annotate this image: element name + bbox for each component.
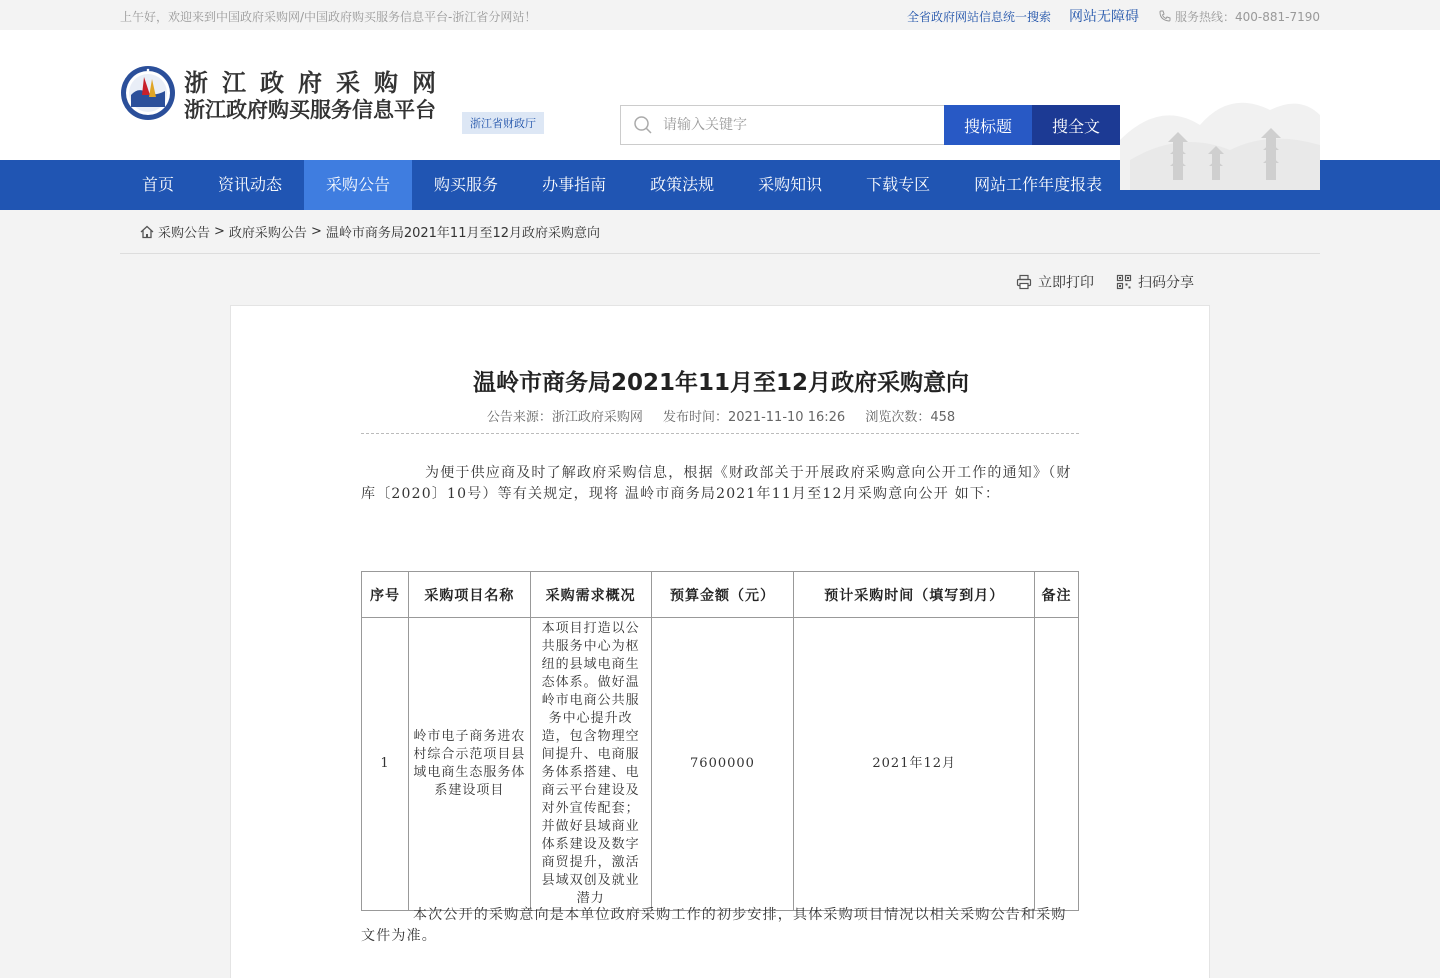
cell-budget: 7600000 [651,618,794,911]
procurement-plan-table [361,571,1079,911]
print-button[interactable] [1016,272,1094,292]
nav-item-2[interactable]: 采购公告 [304,160,412,210]
article-views: 浏览次数：458 [865,410,956,425]
breadcrumb-separator: > [310,224,322,239]
breadcrumb-item-gov-procurement[interactable]: 政府采购公告 [228,226,307,241]
table-header: 预计采购时间（填写到月） [794,572,1035,618]
nav-item-7[interactable]: 下载专区 [866,175,931,194]
qr-code-icon [1116,274,1132,290]
nav-item-5[interactable]: 政策法规 [650,175,715,194]
top-bar-links [907,6,1320,26]
nav-item-1[interactable]: 资讯动态 [218,175,283,194]
article-tools [1016,272,1216,292]
top-bar [0,0,1440,30]
site-logo-text[interactable] [184,69,450,123]
site-subname: 浙江政府购买服务信息平台 [184,98,436,122]
cell-project-name: 岭市电子商务进农村综合示范项目县域电商生态服务体系建设项目 [408,618,530,911]
table-header: 序号 [362,572,409,618]
emblem-logo-icon[interactable] [120,65,176,121]
nav-item-8[interactable]: 网站工作年度报表 [974,175,1103,194]
search-icon [633,115,653,135]
article-title: 温岭市商务局2021年11月至12月政府采购意向 [472,370,970,396]
article-source: 公告来源：浙江政府采购网 [486,410,643,425]
nav-item-4[interactable]: 办事指南 [542,175,607,194]
table-header: 采购需求概况 [530,572,651,618]
share-label: 扫码分享 [1138,275,1194,291]
nav-item-3[interactable]: 购买服务 [434,175,499,194]
site-header [0,30,1440,160]
nav-item-0[interactable]: 首页 [142,175,175,194]
nav-item-6[interactable]: 采购知识 [758,175,823,194]
share-button[interactable] [1116,272,1194,292]
article-meta [231,406,1211,425]
cell-no: 1 [362,618,409,911]
hotline [1159,8,1320,25]
print-label: 立即打印 [1038,275,1094,291]
cell-expected-time: 2021年12月 [794,618,1035,911]
search-fulltext-button[interactable]: 搜全文 [1032,105,1120,145]
phone-icon [1159,10,1171,22]
cell-remark [1035,618,1079,911]
pagoda-landscape-decoration [1120,70,1320,190]
article-publish-time: 发布时间：2021-11-10 16:26 [663,410,846,425]
barrier-free-link[interactable]: 网站无障碍 [1068,9,1139,25]
breadcrumb-item-procurement[interactable]: 采购公告 [158,226,211,241]
search-box [620,105,944,145]
meta-divider [361,433,1079,434]
table-header-row [362,572,1079,618]
article-intro: 为便于供应商及时了解政府采购信息，根据《财政部关于开展政府采购意向公开工作的通知》（财库〔2020〕10号）等有关规定，现将 温岭市商务局2021年11月至12月采购意向公开 如下： [361,465,1072,502]
home-icon[interactable] [140,225,154,239]
site-search-link[interactable]: 全省政府网站信息统一搜索 [906,9,1051,24]
table-header: 采购项目名称 [408,572,530,618]
article-outro: 本次公开的采购意向是本单位政府采购工作的初步安排，具体采购项目情况以相关采购公告和采购文件为准。 [361,907,1067,944]
search-title-button[interactable]: 搜标题 [944,105,1032,145]
table-row [362,618,1079,911]
hotline-text: 服务热线：400-881-7190 [1174,9,1320,24]
breadcrumb-item-current: 温岭市商务局2021年11月至12月政府采购意向 [325,226,601,241]
table-header: 预算金额（元） [651,572,794,618]
table-header: 备注 [1035,572,1079,618]
cell-requirement-summary: 本项目打造以公共服务中心为枢纽的县域电商生态体系。做好温岭市电商公共服务中心提升改造，包含物理空间提升、电商服务体系搭建、电商云平台建设及对外宣传配套；并做好县域商业体系建设及数字商贸提升，激活县域双创及就业潜力 [530,618,651,911]
breadcrumb-separator: > [214,224,225,239]
printer-icon [1016,274,1032,290]
dept-badge: 浙江省财政厅 [462,112,544,134]
search-input[interactable] [663,117,923,133]
site-name: 浙江政府采购网 [184,69,450,97]
welcome-text: 上午好，欢迎来到中国政府采购网/中国政府购买服务信息平台-浙江省分网站！ [120,10,537,24]
breadcrumb [120,210,1320,254]
article-panel [230,305,1210,978]
